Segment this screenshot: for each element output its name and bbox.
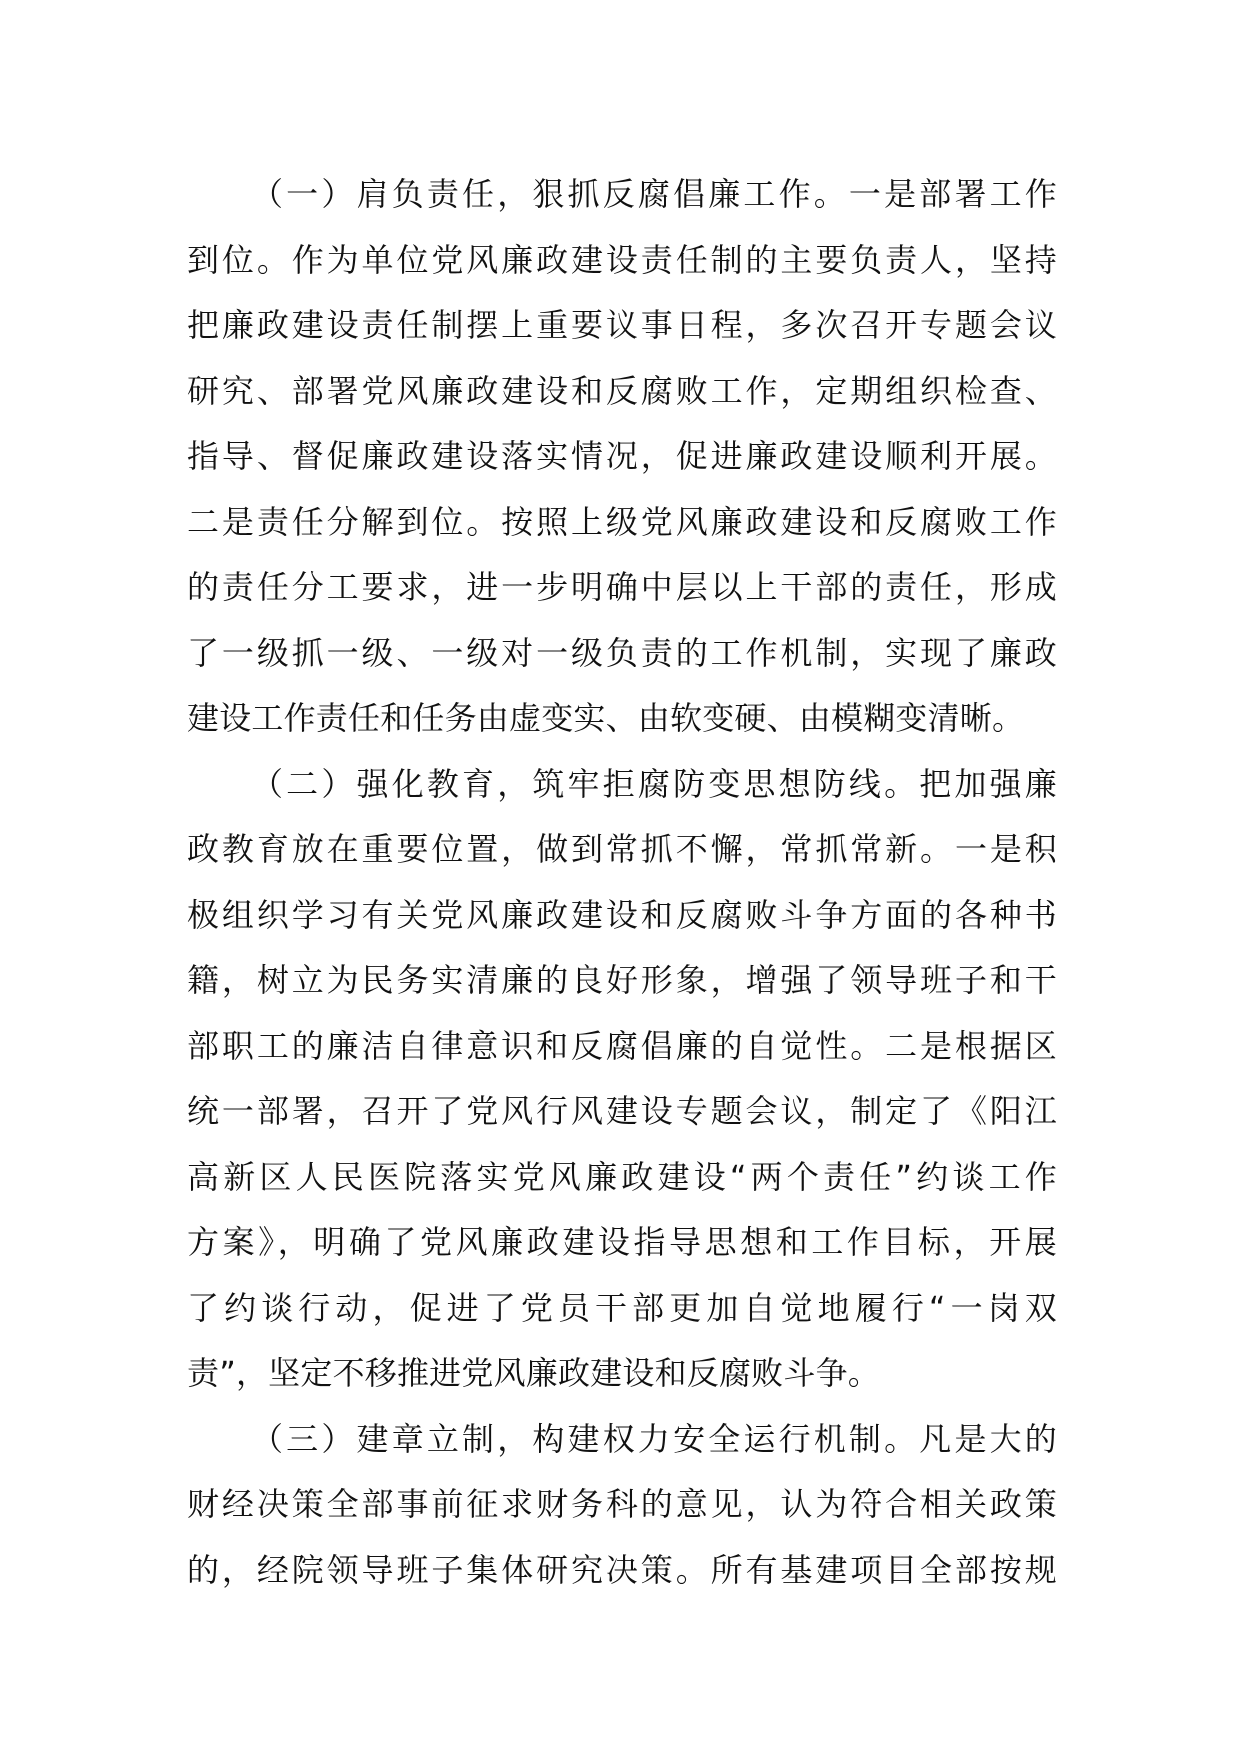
paragraph-line: 高新区人民医院落实党风廉政建设“两个责任”约谈工作 [187,1157,1057,1196]
paragraph-line: 的责任分工要求，进一步明确中层以上干部的责任，形成 [187,568,1057,606]
paragraph-line: 政教育放在重要位置，做到常抓不懈，常抓常新。一是积 [187,830,1057,868]
paragraph-line: 责”，坚定不移推进党风廉政建设和反腐败斗争。 [187,1354,880,1392]
paragraph-line: 指导、督促廉政建设落实情况，促进廉政建设顺利开展。 [187,437,1057,475]
paragraph-3 [187,1407,1057,1604]
paragraph-line: 把廉政建设责任制摆上重要议事日程，多次召开专题会议 [187,306,1057,344]
paragraph-line: 极组织学习有关党风廉政建设和反腐败斗争方面的各种书 [187,895,1057,934]
paragraph-line: 籍，树立为民务实清廉的良好形象，增强了领导班子和干 [187,961,1057,999]
paragraph-line: 方案》，明确了党风廉政建设指导思想和工作目标，开展 [187,1223,1057,1261]
document-body [187,162,1057,1603]
paragraph-line: （一）肩负责任，狠抓反腐倡廉工作。一是部署工作 [251,175,1057,213]
paragraph-line: 二是责任分解到位。按照上级党风廉政建设和反腐败工作 [187,502,1057,541]
paragraph-1 [187,162,1057,752]
paragraph-line: 统一部署，召开了党风行风建设专题会议，制定了《阳江 [187,1092,1057,1130]
paragraph-line: （三）建章立制，构建权力安全运行机制。凡是大的 [251,1419,1057,1458]
paragraph-line: 的，经院领导班子集体研究决策。所有基建项目全部按规 [187,1550,1057,1589]
paragraph-line: 了一级抓一级、一级对一级负责的工作机制，实现了廉政 [187,633,1057,672]
paragraph-line: 了约谈行动，促进了党员干部更加自觉地履行“一岗双 [187,1288,1057,1327]
paragraph-line: 部职工的廉洁自律意识和反腐倡廉的自觉性。二是根据区 [187,1026,1057,1065]
paragraph-line: 到位。作为单位党风廉政建设责任制的主要负责人，坚持 [187,240,1057,279]
paragraph-line: 建设工作责任和任务由虚变实、由软变硬、由模糊变清晰。 [187,699,1025,737]
paragraph-2 [187,752,1057,1407]
paragraph-line: （二）强化教育，筑牢拒腐防变思想防线。把加强廉 [251,764,1057,803]
paragraph-line: 财经决策全部事前征求财务科的意见，认为符合相关政策 [187,1485,1057,1523]
paragraph-line: 研究、部署党风廉政建设和反腐败工作，定期组织检查、 [187,371,1057,410]
